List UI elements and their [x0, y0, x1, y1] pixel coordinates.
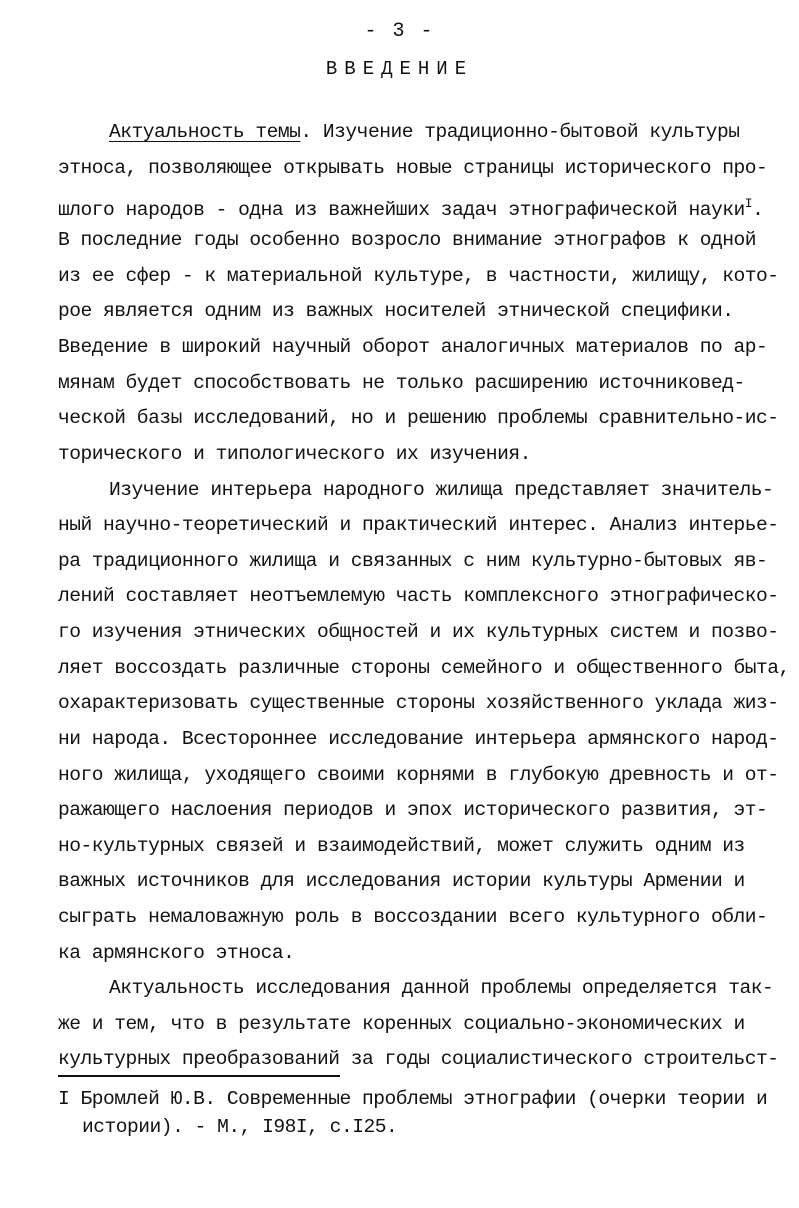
- line-end: .: [752, 199, 764, 221]
- footnote-marker: I: [744, 196, 753, 211]
- line-text: шлого народов - одна из важнейших задач этнографической науки: [58, 199, 745, 221]
- paragraph-2-line-10: ражающего наслоения периодов и эпох исторического развития, эт-: [58, 799, 768, 821]
- paragraph-2-line-6: ляет воссоздать различные стороны семейного и общественного быта,: [58, 657, 790, 679]
- paragraph-1-line-3: [58, 190, 764, 221]
- paragraph-2-line-8: ни народа. Всестороннее исследование интерьера армянского народ-: [58, 728, 779, 750]
- paragraph-2-line-13: сыграть немаловажную роль в воссоздании всего культурного обли-: [58, 906, 768, 928]
- paragraph-2-line-11: но-культурных связей и взаимодействий, может служить одним из: [58, 835, 745, 857]
- paragraph-2-line-12: важных источников для исследования истории культуры Армении и: [58, 870, 745, 892]
- paragraph-3-line-2: же и тем, что в результате коренных социально-экономических и: [58, 1013, 745, 1035]
- paragraph-3-line-1: Актуальность исследования данной проблемы определяется так-: [109, 977, 774, 999]
- page-number: - 3 -: [364, 20, 435, 43]
- paragraph-1-line-7: Введение в широкий научный оборот аналогичных материалов по ар-: [58, 336, 768, 358]
- paragraph-1-line-8: мянам будет способствовать не только расширению источниковед-: [58, 372, 745, 394]
- paragraph-1-line-1: [109, 118, 739, 146]
- paragraph-1-line-5: из ее сфер - к материальной культуре, в частности, жилищу, кото-: [58, 265, 779, 287]
- paragraph-1-line-9: ческой базы исследований, но и решению проблемы сравнительно-ис-: [58, 407, 779, 429]
- paragraph-2-line-1: Изучение интерьера народного жилища представляет значитель-: [109, 479, 774, 501]
- line-text: . Изучение традиционно-бытовой культуры: [300, 121, 740, 143]
- paragraph-2-line-2: ный научно-теоретический и практический интерес. Анализ интерье-: [58, 514, 779, 536]
- paragraph-2-line-4: лений составляет неотъемлемую часть комплексного этнографическо-: [58, 585, 779, 607]
- paragraph-1-line-10: торического и типологического их изучения.: [58, 443, 531, 465]
- paragraph-1-line-6: рое является одним из важных носителей этнической специфики.: [58, 300, 734, 322]
- footnote-line-2: истории). - М., I98I, с.I25.: [82, 1116, 398, 1138]
- paragraph-3-line-3: культурных преобразований за годы социалистического строительст-: [58, 1048, 779, 1070]
- paragraph-2-line-3: ра традиционного жилища и связанных с ним культурно-бытовых яв-: [58, 550, 768, 572]
- paragraph-1-line-4: В последние годы особенно возросло внимание этнографов к одной: [58, 229, 757, 251]
- paragraph-2-line-5: го изучения этнических общностей и их культурных систем и позво-: [58, 621, 779, 643]
- lead-term-underlined: Актуальность темы: [109, 121, 301, 143]
- paragraph-2-line-9: ного жилища, уходящего своими корнями в глубокую древность и от-: [58, 764, 779, 786]
- footnote-line-1: I Бромлей Ю.В. Современные проблемы этнографии (очерки теории и: [58, 1088, 768, 1110]
- paragraph-1-line-2: этноса, позволяющее открывать новые страницы исторического про-: [58, 157, 768, 179]
- footnote-divider: [58, 1075, 340, 1077]
- section-heading: ВВЕДЕНИЕ: [325, 58, 474, 80]
- paragraph-2-line-14: ка армянского этноса.: [58, 942, 295, 964]
- paragraph-2-line-7: охарактеризовать существенные стороны хозяйственного уклада жиз-: [58, 692, 779, 714]
